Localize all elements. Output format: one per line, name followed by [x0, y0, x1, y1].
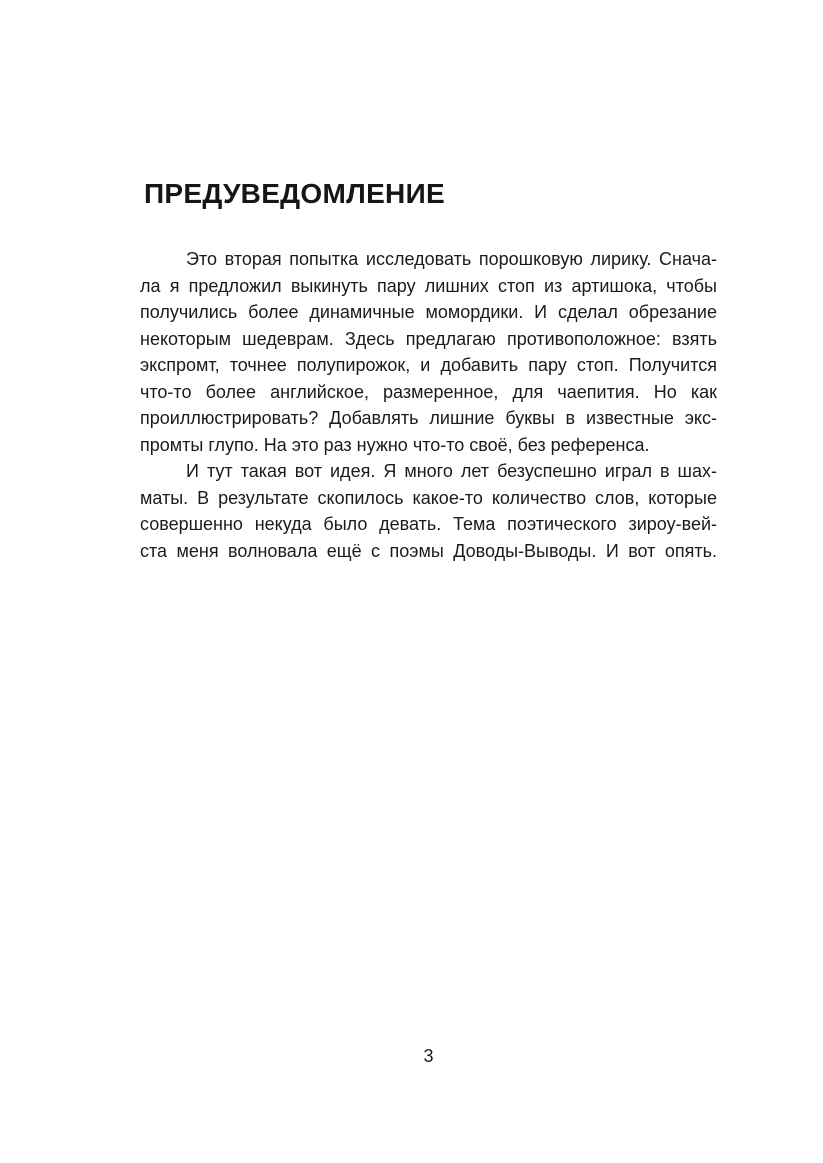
text-line: И тут такая вот идея. Я много лет безуспешно играл в шах-: [186, 461, 717, 481]
page-number: 3: [423, 1046, 434, 1066]
body-text: [140, 246, 717, 564]
text-line: получились более динамичные момордики. И сделал обрезание: [140, 302, 717, 322]
text-line: маты. В результате скопилось какое-то количество слов, которые: [140, 487, 717, 508]
text-line: ла я предложил выкинуть пару лишних стоп из артишока, чтобы: [140, 275, 717, 296]
text-line: некоторым шедеврам. Здесь предлагаю противоположное: взять: [140, 328, 717, 349]
text-line: что-то более английское, размеренное, для чаепития. Но как: [140, 381, 717, 402]
paragraph: [140, 246, 717, 458]
text-line: проиллюстрировать? Добавлять лишние буквы в известные экс-: [140, 408, 717, 428]
text-line: Это вторая попытка исследовать порошковую лирику. Снача-: [186, 249, 717, 269]
text-line: совершенно некуда было девать. Тема поэтического зироу-вей-: [140, 514, 717, 534]
text-line: промты глупо. На это раз нужно что-то своё, без референса.: [140, 434, 650, 455]
page-title: ПРЕДУВЕДОМЛЕНИЕ: [144, 178, 445, 209]
text-line: экспромт, точнее полупирожок, и добавить пару стоп. Получится: [140, 355, 717, 375]
paragraph: [140, 458, 717, 564]
text-line: ста меня волновала ещё с поэмы Доводы-Выводы. И вот опять.: [140, 540, 717, 561]
